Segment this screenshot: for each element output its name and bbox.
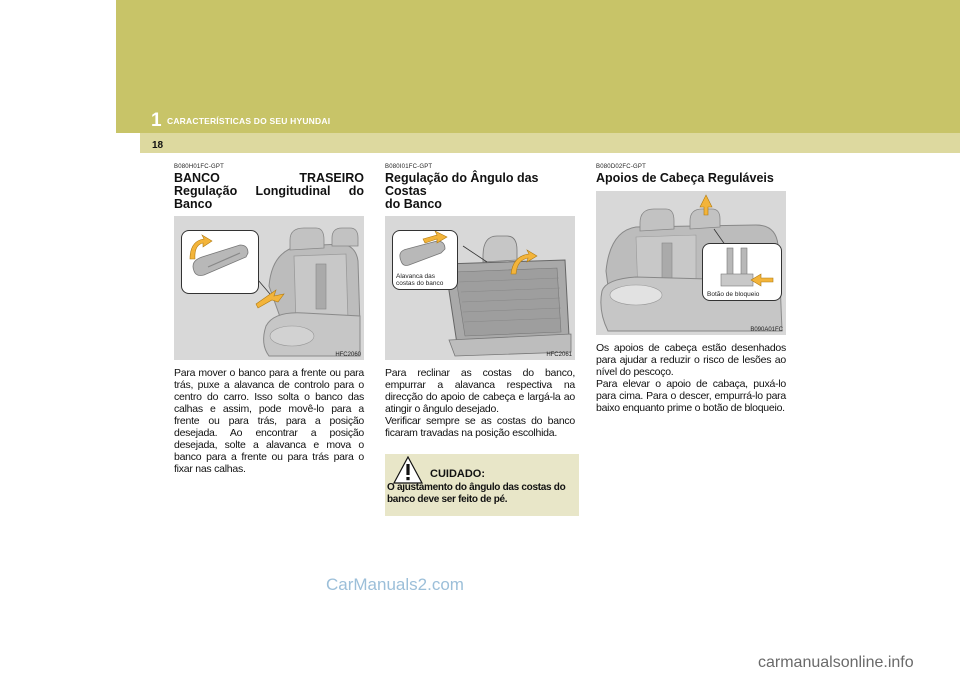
section-code: B080D02FC-GPT [596,164,646,170]
lock-button-illustration [703,244,781,290]
section-rear-seat [174,164,364,475]
figure-seat-slide [174,216,364,360]
section-code: B080I01FC-GPT [385,164,433,170]
figure-code: B090A01FC [750,327,783,333]
chapter-number: 1 [151,110,162,131]
watermark-carmanuals2[interactable]: CarManuals2.com [326,575,464,594]
heading-line: Regulação Longitudinal do [174,184,364,198]
lever-detail-illustration [182,231,258,293]
callout-label-line: costas do banco [396,280,444,287]
section-heading [174,172,364,211]
section-body: Para mover o banco para a frente ou para trás, puxe a alavanca de controlo para o centro do carro. Isso solta o banco das calhas e assim, pode movê-lo para a frente ou para trás, para a posição desejada. Ao encontrar a posição desejada, solte a alavanca e mova o banco para a frente ou para trás para o fixar nas calhas. [174,367,364,475]
lever-callout [392,230,458,290]
warning-triangle-icon [393,456,423,484]
figure-code: HFC2061 [546,352,572,358]
callout-label [396,273,443,287]
body-paragraph: Verificar sempre se as costas do banco ficaram travadas na posição escolhida. [385,415,575,439]
figure-headrests [596,191,786,335]
caution-box [385,454,579,516]
figure-code: HFC2060 [335,352,361,358]
page-number: 18 [152,140,164,151]
heading-line: Banco [174,197,213,211]
heading-line: BANCO TRASEIRO [174,171,364,185]
caution-title: CUIDADO: [430,468,485,480]
body-paragraph: Para reclinar as costas do banco, empurrar a alavanca respectiva na direcção do apoio de cabeça e largá-la ao atingir o ângulo desejado. [385,367,575,415]
heading-line: do Banco [385,197,442,211]
callout-label-line: Alavanca das [396,273,436,280]
chapter-title: CARACTERÍSTICAS DO SEU HYUNDAI [167,116,331,126]
section-body [596,342,786,414]
recline-lever-illustration [393,231,457,271]
body-paragraph: Para elevar o apoio de cabaça, puxá-lo para cima. Para o descer, empurrá-lo para baixo enquanto prime o botão de bloqueio. [596,378,786,414]
section-body [385,367,575,439]
header-strip [140,133,960,153]
body-paragraph: Os apoios de cabeça estão desenhados para ajudar a reduzir o risco de lesões ao nível do pescoço. [596,342,786,378]
lever-callout [181,230,259,294]
figure-seatback-recline [385,216,575,360]
header-notch [116,133,140,153]
section-code: B080H01FC-GPT [174,164,224,170]
section-heading: Apoios de Cabeça Reguláveis [596,171,774,185]
section-seatback-angle [385,164,575,439]
heading-line: Regulação do Ângulo das Costas [385,171,539,198]
watermark-carmanualsonline[interactable]: carmanualsonline.info [758,654,914,671]
section-heading [385,172,575,211]
lock-button-callout [702,243,782,301]
caution-text: O ajustamento do ângulo das costas do banco deve ser feito de pé. [387,482,566,505]
header-band [116,0,960,133]
section-headrests [596,164,786,414]
callout-label: Botão de bloqueio [707,291,760,298]
